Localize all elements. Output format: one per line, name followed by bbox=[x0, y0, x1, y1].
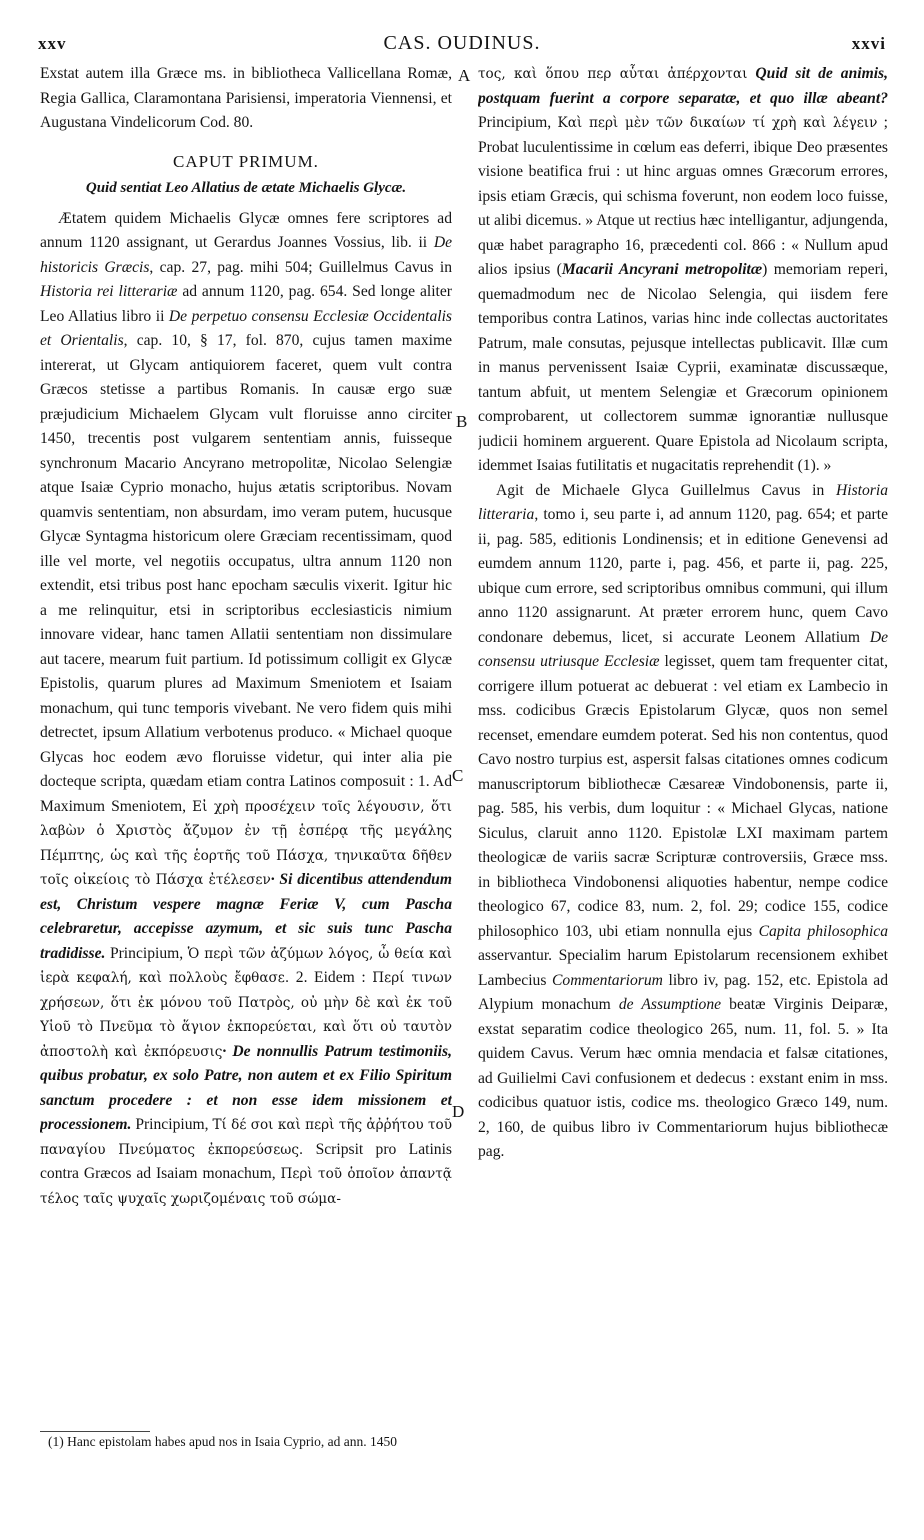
latin-translation: · De nonnullis Patrum testimoniis, quibus probatur, ex solo Patre, non autem et ex Filio Spiritum sanctum procedere : et non esse idem missionem et processionem. bbox=[40, 1042, 452, 1133]
greek-text: Καὶ περὶ μὲν τῶν δικαίων τί χρὴ καὶ λέγειν bbox=[557, 115, 878, 131]
book-title: De historicis Græcis bbox=[40, 234, 452, 276]
text-run: , cap. 27, pag. mihi 504; Guillelmus Cavus in bbox=[149, 258, 452, 276]
greek-text: Περί τινων χρήσεων, ὅτι ἐκ μόνου τοῦ Πατρὸς, οὐ μὴν δὲ καὶ ἐκ τοῦ Υἱοῦ τὸ Πνεῦμα τὸ ἅγιον ἐκπορεύεται, καὶ ὅτι οὐ ταυτὸν ἀποστολὴ καὶ ἐκπόρευσις bbox=[40, 970, 452, 1060]
left-intro-paragraph: Exstat autem illa Græce ms. in bibliotheca Vallicellana Romæ, Regia Gallica, Claramontana Parisiensi, imperatoria Viennensi, et Augustana Vindelicorum Cod. 80. bbox=[40, 65, 452, 131]
text-run: 2. Eidem : bbox=[289, 969, 373, 986]
margin-letter-d: D bbox=[452, 1102, 465, 1121]
book-title: De consensu utriusque Ecclesiæ bbox=[478, 628, 888, 670]
book-title: Historia rei litterariæ bbox=[40, 283, 178, 300]
margin-letter-c: C bbox=[452, 766, 464, 785]
greek-text: Εἰ χρὴ προσέχειν τοῖς λέγουσιν, ὅτι λαβὼν ὁ Χριστὸς ἄζυμον ἐν τῇ ἑσπέρᾳ τῆς μεγάλης Πέμπτης, ὡς καὶ τῆς ἑορτῆς τοῦ Πάσχα, τηνικαῦτα δῆθεν τοῖς οἰκείοις τὸ Πάσχα ἐτέλεσεν bbox=[40, 798, 452, 888]
text-run: ; Probat luculentissime in cœlum eas deferri, ibique Deo præsentes visione beatifica frui : ut hinc arguas omnes Græcorum errores, ipsis etiam Græcis, qui schisma foverunt, non eodem loco fuisse, ut alibi dicemus. » Atque ut rectius hæc intelligantur, adjungenda, quæ habet paragrapho 16, præcedenti col. 866 : « Nullum apud alios ipsius ( bbox=[478, 114, 888, 278]
text-run: ) memoriam reperi, quemadmodum nec de Nicolao Selengia, qui iisdem fere temporibus contra Latinos, varias hinc inde collectas auctoritates Patrum, male consutas, pejusque intellectas publicavit. Illæ cum in manus pervenissent Isaiæ Cyprii, examinatæ discussæque, tantum abfuit, ut mentem Selengiæ et Græcorum opinionem comprobarent, ut collectorem summæ ignorantiæ nullusque judicii hominem arguerent. Quare Epistola ad Nicolaum scripta, idemmet Isaias futilitatis et nugacitatis reprehendit (1). » bbox=[478, 261, 888, 474]
book-title: Capita philosophica bbox=[758, 922, 888, 940]
page-number-left: xxv bbox=[38, 34, 67, 53]
text-run: Principium, bbox=[131, 1116, 213, 1133]
text-run: Principium, bbox=[105, 944, 188, 962]
text-run: legisset, quem tam frequenter citat, corrigere illum potuerat ac debuerat : vel etiam ex Lambecio in mss. codicibus Græcis Epistolarum Glycæ, quos non semel recenset, emendare eumdem poterat. Sed his non contentus, quod Cavo nostro turpius est, aspersit falsas citationes omnes codicum manuscriptorum bibliothecæ Cæsareæ Vindobonensis, parte ii, pag. 585, his verbis, dum loquitur : « Michael Glycas, natione Siculus, claruit anno 1120. Epistolæ LXI maximam partem theologicæ de variis sacræ Scripturæ controversiis, Græce mss. in bibliotheca Vindobonensi aliquoties habentur, nempe codice theologico 67, codice 83, num. 2, fol. 29; codice 155, codice philosophico 103, ubi etiam nonnulla ejus bbox=[478, 653, 888, 940]
book-title: Historia litteraria bbox=[478, 481, 888, 523]
running-title: CAS. OUDINUS. bbox=[383, 32, 541, 54]
text-run: asservantur. Specialim harum Epistolarum recensionem exhibet Lambecius bbox=[478, 947, 888, 989]
right-second-paragraph bbox=[478, 479, 888, 1165]
text-run: libro iv, pag. 152, etc. Epistola ad Alypium monachum bbox=[478, 971, 888, 1013]
book-title: Commentariorum bbox=[552, 971, 663, 989]
latin-translation: Quid sit de animis, postquam fuerint a corpore separatæ, et quo illæ abeant? bbox=[478, 65, 888, 107]
running-header bbox=[0, 28, 924, 58]
left-main-paragraph bbox=[40, 207, 452, 1212]
text-run: Agit de Michaele Glyca Guillelmus Cavus in bbox=[496, 481, 836, 499]
chapter-heading: CAPUT PRIMUM. bbox=[173, 151, 319, 171]
text-run: beatæ Virginis Deiparæ, exstat separatim codice theologico 265, num. 11, fol. 5. » Ita quidem Cavus. Verum hæc omnia mendacia et falsæ citationes, ad Guilielmi Cavi confusionem et dedecus : exstant enim in mss. codicibus quatuor istis, codice ms. theologico Græco 149, num. 2, 160, de quibus libro iv Commentariorum hujus bibliothecæ pag. bbox=[478, 996, 888, 1160]
left-column bbox=[40, 62, 452, 1422]
book-title: de Assumptione bbox=[618, 996, 722, 1013]
greek-text: Τί δέ σοι καὶ περὶ τῆς ἀῤῥήτου τοῦ παναγίου Πνεύματος ἐκπορεύσεως. bbox=[40, 1117, 452, 1158]
text-run: , tomo i, seu parte i, ad annum 1120, pag. 654; et parte ii, pag. 585, editionis Londinensis; et in editione Genevensi ad eumdem annum 1120, parte i, pag. 456, et parte ii, pag. 225, ubique cum errore, sed scriptoribus omnibus communi, qui illum anno 1120 assignarunt. At præter errorem hunc, quem Cavo condonare debemus, licet, si accurate Leonem Allatium bbox=[478, 506, 888, 646]
right-column bbox=[478, 62, 888, 1422]
page-number-right: xxvi bbox=[851, 34, 886, 53]
greek-text: Περὶ τοῦ ὁποῖον ἀπαντᾷ τέλος ταῖς ψυχαῖς χωριζομέναις τοῦ σώμα- bbox=[40, 1166, 452, 1207]
footnote: (1) Hanc epistolam habes apud nos in Isaia Cyprio, ad ann. 1450 bbox=[48, 1434, 398, 1449]
greek-text: Ὁ περὶ τῶν ἀζύμων λόγος, ὦ θεία καὶ ἱερὰ κεφαλή, καὶ πολλοὺς ἔφθασε. bbox=[40, 945, 452, 986]
margin-letter-b: B bbox=[456, 412, 468, 431]
person-name: Macarii Ancyrani metropolitæ bbox=[561, 261, 763, 278]
book-title: De perpetuo consensu Ecclesiæ Occidentalis et Orientalis bbox=[40, 307, 452, 349]
text-run: Scripsit pro Latinis contra Græcos ad Isaiam monachum, bbox=[40, 1140, 452, 1182]
right-opening-paragraph bbox=[478, 62, 888, 479]
text-run: Ætatem quidem Michaelis Glycæ omnes fere scriptores ad annum 1120 assignant, ut Gerardus Joannes Vossius, lib. ii bbox=[40, 209, 452, 251]
text-run: , cap. 10, § 17, fol. 870, cujus tamen maxime intererat, ut Glycam antiquiorem faceret, quem vult contra Græcos stetisse a partibus Romanis. In causæ ergo suæ præjudicium Michaelem Glycam vult floruisse anno circiter 1450, trecentis post vulgarem sententiam annis, fuisseque synchronum Macario Ancyrano metropolitæ, Nicolao Selengiæ atque Isaiæ Cyprio monacho, hujus ætatis scriptoribus. Novam quamvis sententiam, non absurdam, imo veram putem, hucusque Glycæ Syntagma historicum olere Græciam recentissimam, quod ille vel morte, vel negotiis occupatus, ultra annum 1120 non extendit, etsi tribus post hanc epocham sæculis vixerit. Igitur hic a me relinquitur, etsi in scriptoribus ecclesiasticis nimium innovare videar, hanc tamen Allatii sententiam non dissimulare aut tacere, mearum fuit partium. Id potissimum colligit ex Glycæ Epistolis, quarum plures ad Maximum Smeniotem et Isaiam monachum, qui tunc temporis vivebant. Ne vero fidem quis mihi detrectet, ipsum Allatium verbotenus produco. « Michael quoque Glycas hoc eodem ævo floruisse videtur, qui inter alia pie docteque scripta, quædam etiam contra Latinos composuit : 1. Ad Maximum Smeniotem, bbox=[40, 332, 452, 815]
text-run: Principium, bbox=[478, 114, 558, 131]
latin-translation: · Si dicentibus attendendum est, Christum vespere magnæ Feriæ V, cum Pascha celebraretur, accepisse azymum, et sic suis tunc Pascha tradidisse. bbox=[40, 871, 452, 962]
greek-text: τος, καὶ ὅπου περ αὗται ἀπέρχονται bbox=[478, 66, 748, 82]
text-run: ad annum 1120, pag. 654. Sed longe aliter Leo Allatius libro ii bbox=[40, 283, 452, 325]
footnote-divider bbox=[40, 1431, 150, 1432]
margin-letter-a: A bbox=[458, 66, 471, 85]
chapter-subheading: Quid sentiat Leo Allatius de ætate Michaelis Glycæ. bbox=[85, 180, 407, 196]
